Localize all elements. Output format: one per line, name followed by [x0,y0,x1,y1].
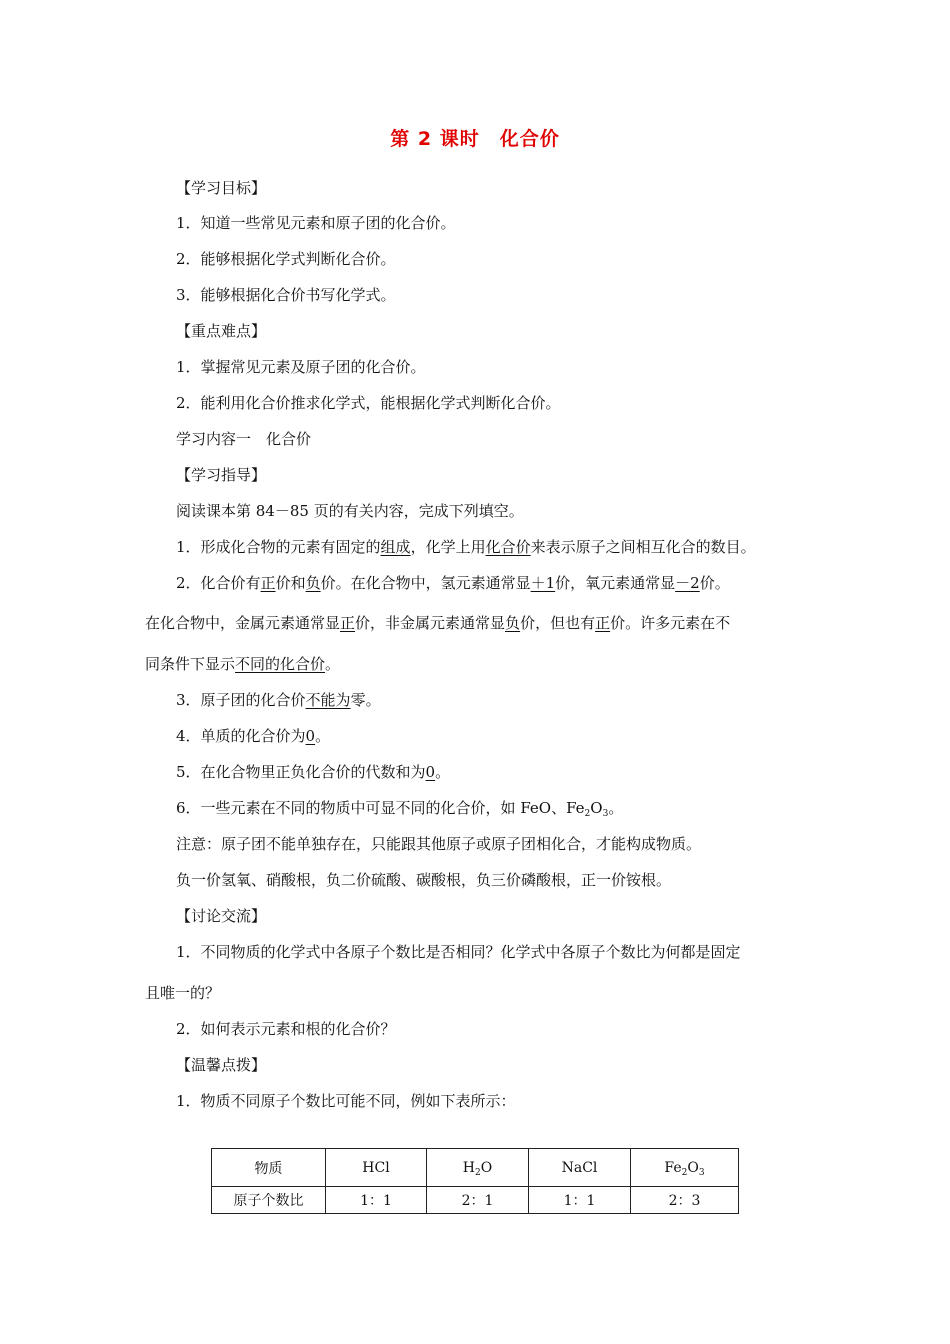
table-row [212,1187,739,1214]
atom-ratio-table [211,1148,739,1214]
answer-blank: －2 [675,574,700,592]
guide-question-4: 4．单质的化合价为0。 [176,727,331,745]
substance-cell: HCl [326,1149,427,1187]
objectives-heading: 【学习目标】 [176,179,267,197]
substance-cell: $Fe_2O_3$ [631,1149,739,1187]
guide-mnemonic: 负一价氢氧、硝酸根，负二价硫酸、碳酸根，负三价磷酸根，正一价铵根。 [176,871,672,889]
answer-blank: 0 [425,763,436,781]
tips-item: 1．物质不同原子个数比可能不同，例如下表所示： [176,1092,516,1110]
answer-blank: 正 [340,614,356,632]
answer-blank: 负 [505,614,521,632]
table-header-cell: 原子个数比 [212,1187,326,1214]
discussion-heading: 【讨论交流】 [176,907,267,925]
ratio-cell: 1：1 [326,1187,427,1214]
guide-question-6: 6．一些元素在不同的物质中可显不同的化合价，如 FeO、$Fe_2O_3$。 [176,799,624,819]
answer-blank: 负 [305,574,321,592]
guide-heading: 【学习指导】 [176,466,267,484]
answer-blank: 0 [305,727,316,745]
answer-blank: 不同的化合价 [235,655,326,673]
ratio-cell: 1：1 [529,1187,631,1214]
discussion-question-2: 2．如何表示元素和根的化合价？ [176,1020,396,1038]
table-row [212,1149,739,1187]
answer-blank: 不能为 [305,691,351,709]
answer-blank: 化合价 [485,538,531,556]
guide-question-2: 2．化合价有正价和负价。在化合物中，氢元素通常显＋1价，氧元素通常显－2价。 [176,574,730,592]
content-title: 学习内容一 化合价 [176,430,312,448]
discussion-question-1: 1．不同物质的化学式中各原子个数比是否相同？化学式中各原子个数比为何都是固定 [176,943,741,961]
ratio-cell: 2：3 [631,1187,739,1214]
substance-cell: NaCl [529,1149,631,1187]
substance-cell: $H_2O$ [427,1149,529,1187]
key-points-heading: 【重点难点】 [176,322,267,340]
objective-item: 2．能够根据化学式判断化合价。 [176,250,396,268]
table-header-cell: 物质 [212,1149,326,1187]
answer-blank: 组成 [380,538,411,556]
tips-heading: 【温馨点拨】 [176,1056,267,1074]
objective-item: 3．能够根据化合价书写化学式。 [176,286,396,304]
guide-question-2-cont: 在化合物中，金属元素通常显正价，非金属元素通常显负价，但也有正价。许多元素在不 [145,614,731,632]
key-point-item: 1．掌握常见元素及原子团的化合价。 [176,358,426,376]
discussion-question-1-cont: 且唯一的？ [145,984,221,1002]
guide-intro: 阅读课本第 84－85 页的有关内容，完成下列填空。 [176,502,524,520]
key-point-item: 2．能利用化合价推求化学式，能根据化学式判断化合价。 [176,394,561,412]
answer-blank: 正 [260,574,276,592]
page-title: 第 2 课时 化合价 [390,128,560,150]
ratio-cell: 2：1 [427,1187,529,1214]
guide-question-5: 5．在化合物里正负化合价的代数和为0。 [176,763,451,781]
answer-blank: 正 [595,614,611,632]
guide-question-1: 1．形成化合物的元素有固定的组成，化学上用化合价来表示原子之间相互化合的数目。 [176,538,756,556]
guide-question-3: 3．原子团的化合价不能为零。 [176,691,381,709]
answer-blank: ＋1 [530,574,556,592]
objective-item: 1．知道一些常见元素和原子团的化合价。 [176,214,456,232]
guide-note: 注意：原子团不能单独存在，只能跟其他原子或原子团相化合，才能构成物质。 [176,835,702,853]
guide-question-2-cont: 同条件下显示不同的化合价。 [145,655,341,673]
